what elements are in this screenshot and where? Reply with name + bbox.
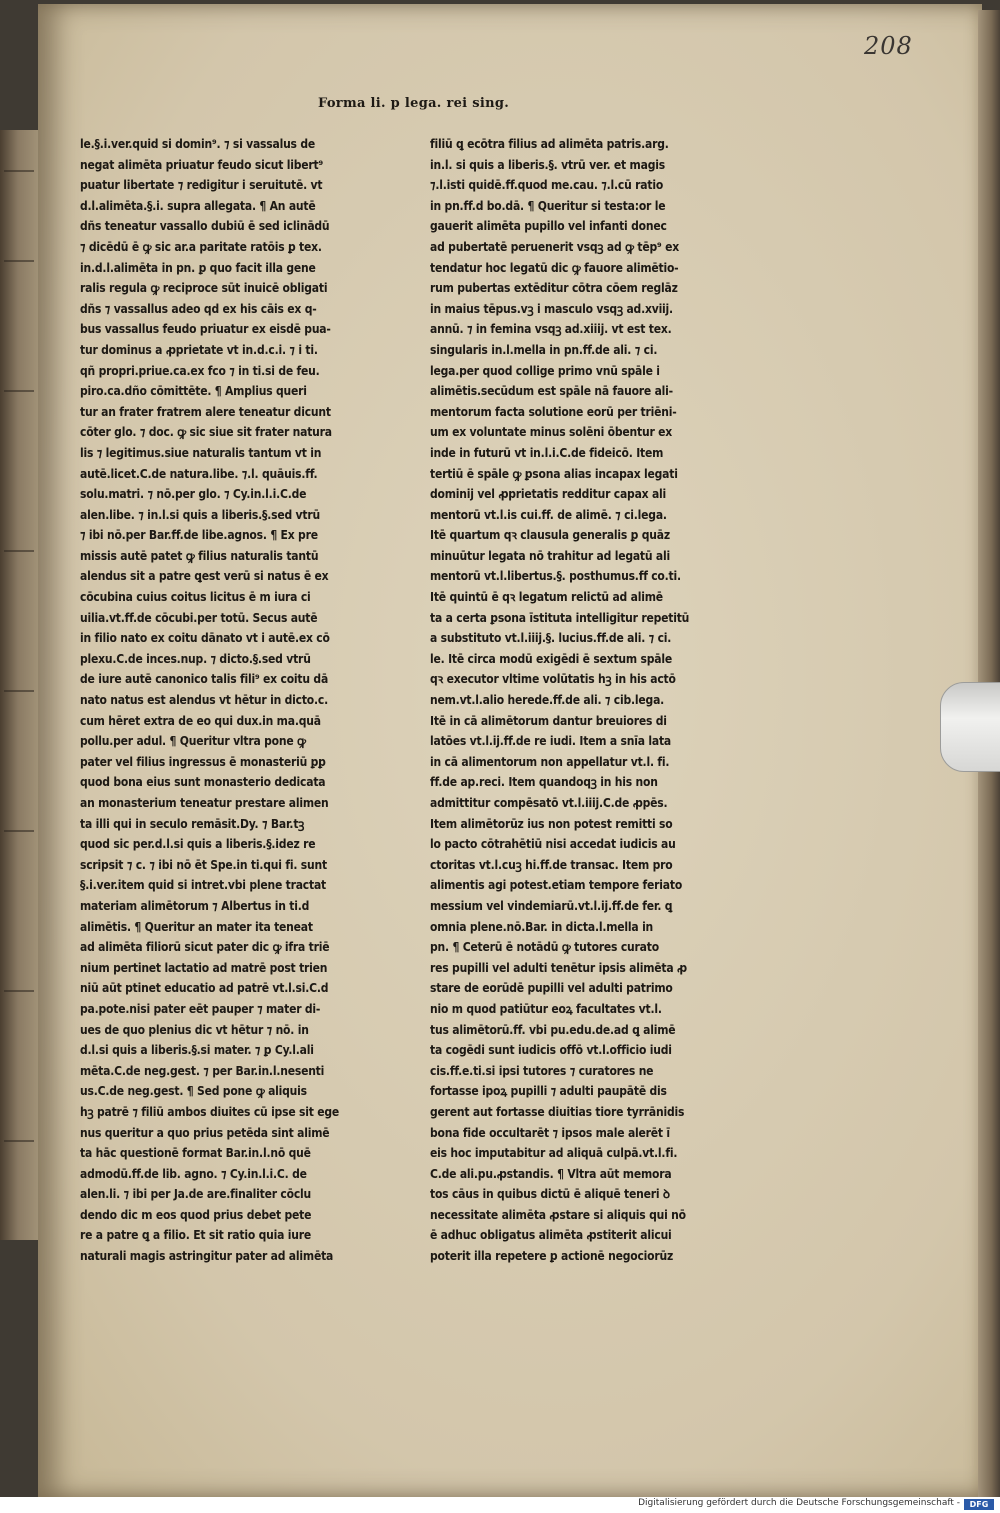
text-line: admodū.ff.de lib. agno. ⁊ Cy.in.l.i.C. de [80,1166,307,1181]
text-line: pn. ¶ Ceterū ē notādū ꝙ tutores curato [430,940,659,955]
text-line: lo pacto cōtrahētiū nisi accedat iudicis au [430,837,676,852]
text-line: qꝛ executor vltime volūtatis hꝫ in his actō [430,672,676,687]
text-line: eis hoc imputabitur ad aliquā culpā.vt.l.fi. [430,1146,678,1161]
text-line: §.i.ver.item quid si intret.vbi plene tractat [80,878,327,893]
text-line: cōter glo. ⁊ doc. ꝙ sic siue sit frater natura [80,425,332,440]
text-line: res pupilli vel adulti tenētur ipsis alimēta ꝓ [430,960,687,975]
text-line: tur an frater fratrem alere teneatur dicunt [80,404,331,419]
text-line: dominij vel ꝓprietatis redditur capax ali [430,487,667,502]
text-line: tur dominus a ꝓprietate vt in.d.c.i. ⁊ i ti. [80,342,318,357]
text-line: annū. ⁊ in femina vsqꝫ ad.xiiij. vt est tex. [430,322,672,337]
text-line: Itē in cā alimētorum dantur breuiores di [430,713,667,728]
text-line: de iure autē canonico talis fili⁹ ex coitu dā [80,672,329,687]
text-line: admittitur compēsatō vt.l.iiij.C.de ꝓpēs. [430,796,668,810]
text-line: rum pubertas extēditur cōtra cōem reglāz [430,281,678,296]
text-line: an monasterium teneatur prestare alimen [80,796,329,810]
text-line: quod bona eius sunt monasterio dedicata [80,775,326,790]
text-line: tertiū ē spāle ꝙ ꝑsona alias incapax legati [430,466,678,481]
text-line: d.l.si quis a liberis.§.si mater. ⁊ ꝑ Cy.l.ali [80,1043,314,1058]
text-line: le. Itē circa modū exigēdi ē sextum spāle [430,651,672,666]
text-line: negat alimēta priuatur feudo sicut libert⁹ [80,157,324,172]
text-line: d.l.alimēta.§.i. supra allegata. ¶ An autē [80,198,316,213]
footer-credit: Digitalisierung gefördert durch die Deutsche Forschungsgemeinschaft - [638,1498,960,1508]
text-line: latōes vt.l.ij.ff.de re iudi. Item a snīa lata [430,734,672,749]
text-line: autē.licet.C.de natura.libe. ⁊.l. quāuis.ff. [80,466,318,481]
text-line: omnia plene.nō.Bar. in dicta.l.mella in [430,919,654,934]
text-line: bus vassallus feudo priuatur ex eisdē pua- [80,322,331,337]
text-line: mentorū vt.l.libertus.§. posthumus.ff co.ti. [430,569,681,584]
text-line: naturali magis astringitur pater ad alimēta [80,1249,334,1264]
folio-number: 208 [864,32,913,60]
text-line: nio m quod patiūtur eoꝝ facultates vt.l. [430,1001,662,1016]
text-line: dñs teneatur vassallo dubiū ē sed iclinādū [80,219,330,234]
text-line: pollu.per adul. ¶ Queritur vltra pone ꝙ [80,734,306,749]
text-line: ad alimēta filiorū sicut pater dic ꝙ ifra triē [80,940,330,955]
text-line: gerent aut fortasse diuitias tiore tyrrānidis [430,1104,685,1119]
text-line: alen.libe. ⁊ in.l.si quis a liberis.§.sed vtrū [80,507,320,522]
text-line: stare de eorūdē pupilli vel adulti patrimo [430,981,673,996]
text-line: fortasse ipoꝝ pupilli ⁊ adulti paupātē dis [430,1084,667,1099]
text-line: nium pertinet lactatio ad matrē post trien [80,960,328,975]
text-line: in.d.l.alimēta in pn. ꝑ quo facit illa gene [80,260,316,275]
text-line: filiū ꝗ ecōtra filius ad alimēta patris.arg. [430,137,669,151]
text-line: inde in futurū vt in.l.i.C.de fideicō. Item [430,445,664,460]
text-line: ⁊ ibi nō.per Bar.ff.de libe.agnos. ¶ Ex pre [80,528,318,543]
text-line: ctoritas vt.l.cuꝫ hi.ff.de transac. Item pro [430,857,673,872]
text-line: ues de quo plenius dic vt hētur ⁊ nō. in [80,1022,309,1037]
text-line: tendatur hoc legatū dic ꝙ fauore alimētio- [430,260,679,275]
text-line: in maius tēpus.vꝫ i masculo vsqꝫ ad.xviij. [430,301,673,316]
text-line: puatur libertate ⁊ redigitur i seruitutē. vt [80,178,323,193]
text-line: ralis regula ꝙ reciproce sūt inuicē obligati [80,281,328,296]
text-line: ⁊.l.isti quidē.ff.quod me.cau. ⁊.l.cū ratio [430,178,664,193]
text-column-right [430,134,776,1267]
text-line: ta cogēdi sunt iudicis offō vt.l.officio iudi [430,1043,672,1058]
text-line: nus queritur a quo prius petēda sint alimē [80,1125,330,1140]
text-line: nato natus est alendus vt hētur in dicto.c. [80,693,329,708]
text-line: in pn.ff.d bo.dā. ¶ Queritur si testa:or le [430,198,666,213]
text-line: materiam alimētorum ⁊ Albertus in ti.d [80,898,310,913]
text-line: Itē quintū ē qꝛ legatum relictū ad alimē [430,590,663,605]
text-line: solu.matri. ⁊ nō.per glo. ⁊ Cy.in.l.i.C.de [80,487,307,502]
text-line: tos cāus in quibus dictū ē aliquē teneri ꝺ [430,1187,670,1202]
text-line: tus alimētorū.ff. vbi pu.edu.de.ad ꝗ alimē [430,1022,676,1037]
text-line: cis.ff.e.ti.si ipsi tutores ⁊ curatores ne [430,1063,654,1078]
text-line: ta a certa ꝑsona īstituta intelligitur repetitū [430,610,690,625]
text-line: alimētis. ¶ Queritur an mater ita teneat [80,919,313,934]
text-line: cōcubina cuius coitus licitus ē m iura ci [80,590,311,605]
text-line: um ex voluntate minus solēni ōbentur ex [430,425,673,440]
dfg-logo: DFG [964,1499,994,1510]
text-line: niū aūt ptinet educatio ad patrē vt.l.si.C.d [80,981,329,996]
text-line: ff.de ap.reci. Item quandoqꝫ in his non [430,775,658,790]
text-column-left [80,134,438,1267]
text-line: ta illi qui in seculo remāsit.Dy. ⁊ Bar.tꝫ [80,816,305,831]
text-line: in.l. si quis a liberis.§. vtrū ver. et magis [430,157,665,172]
footer-bar [0,1497,1000,1513]
text-line: ē adhuc obligatus alimēta ꝓstiterit alicui [430,1228,672,1243]
text-line: Item alimētorūz ius non potest remitti so [430,816,673,831]
text-line: lis ⁊ legitimus.siue naturalis tantum vt in [80,445,322,460]
text-line: a substituto vt.l.iiij.§. lucius.ff.de ali. ⁊ ci. [430,631,672,646]
text-line: bona fide occultarēt ⁊ ipsos male alerēt ī [430,1125,670,1140]
text-line: singularis in.l.mella in pn.ff.de ali. ⁊ ci. [430,342,658,357]
text-line: dñs ⁊ vassallus adeo qd ex his cāis ex q- [80,301,317,316]
text-line: piro.ca.dño cōmittēte. ¶ Amplius queri [80,384,307,399]
text-line: mentorū vt.l.is cui.ff. de alimē. ⁊ ci.lega. [430,507,667,522]
text-line: re a patre ꝗ a filio. Et sit ratio quia iure [80,1228,311,1243]
running-head: Forma li. p lega. rei sing. [318,96,510,111]
text-line: hꝫ patrē ⁊ filiū ambos diuites cū ipse sit ege [80,1104,340,1119]
text-line: pa.pote.nisi pater eēt pauper ⁊ mater di- [80,1001,321,1016]
text-line: mēta.C.de neg.gest. ⁊ per Bar.in.l.nesenti [80,1063,325,1078]
text-line: minuūtur legata nō trahitur ad legatū ali [430,548,671,563]
text-line: uilia.vt.ff.de cōcubi.per totū. Secus autē [80,610,318,625]
text-line: in cā alimentorum non appellatur vt.l. fi. [430,754,670,769]
text-line: scripsit ⁊ c. ⁊ ibi nō ēt Spe.in ti.qui fi. sunt [80,857,327,872]
text-line: necessitate alimēta ꝓstare si aliquis qui nō [430,1207,686,1222]
text-line: plexu.C.de inces.nup. ⁊ dicto.§.sed vtrū [80,651,311,666]
text-line: cum hēret extra de eo qui dux.in ma.quā [80,713,321,728]
text-line: poterit illa repetere ꝑ actionē negociorūz [430,1249,674,1264]
text-line: us.C.de neg.gest. ¶ Sed pone ꝙ aliquis [80,1084,307,1099]
text-line: alimētis.secūdum est spāle nā fauore ali- [430,384,673,399]
book-clip [940,682,1000,772]
text-line: ad pubertatē peruenerit vsqꝫ ad ꝙ tēp⁹ ex [430,239,679,254]
text-line: missis autē patet ꝙ filius naturalis tantū [80,548,319,563]
text-line: alendus sit a patre ꝗest verū si natus ē ex [80,569,329,584]
text-line: le.§.i.ver.quid si domin⁹. ⁊ si vassalus de [80,137,315,151]
text-line: mentorum facta solutione eorū per triēni- [430,404,677,419]
left-page-edge [0,130,40,1240]
text-line: nem.vt.l.alio herede.ff.de ali. ⁊ cib.lega. [430,693,665,708]
text-line: qñ propri.priue.ca.ex fco ⁊ in ti.si de feu. [80,363,320,378]
text-line: lega.per quod collige primo vnū spāle i [430,363,660,378]
text-line: dendo dic m eos quod prius debet pete [80,1207,312,1222]
text-line: gauerit alimēta pupillo vel infanti donec [430,219,667,234]
text-line: ta hāc questionē format Bar.in.l.nō quē [80,1146,311,1161]
text-line: alimentis agi potest.etiam tempore feriato [430,878,683,893]
text-line: C.de ali.pu.ꝓstandis. ¶ Vltra aūt memora [430,1166,672,1181]
text-line: pater vel filius ingressus ē monasteriū ꝑꝑ [80,754,326,769]
text-line: messium vel vindemiarū.vt.l.ij.ff.de fer. ꝗ [430,898,673,913]
text-line: alen.li. ⁊ ibi per Ja.de are.finaliter cōclu [80,1187,312,1202]
text-line: ⁊ dicēdū ē ꝙ sic ar.a paritate ratōis ꝑ tex. [80,239,322,254]
text-line: in filio nato ex coitu dānato vt i autē.ex cō [80,631,330,646]
text-line: quod sic per.d.l.si quis a liberis.§.idez re [80,837,316,852]
text-line: Itē quartum qꝛ clausula generalis ꝑ quāz [430,528,670,543]
